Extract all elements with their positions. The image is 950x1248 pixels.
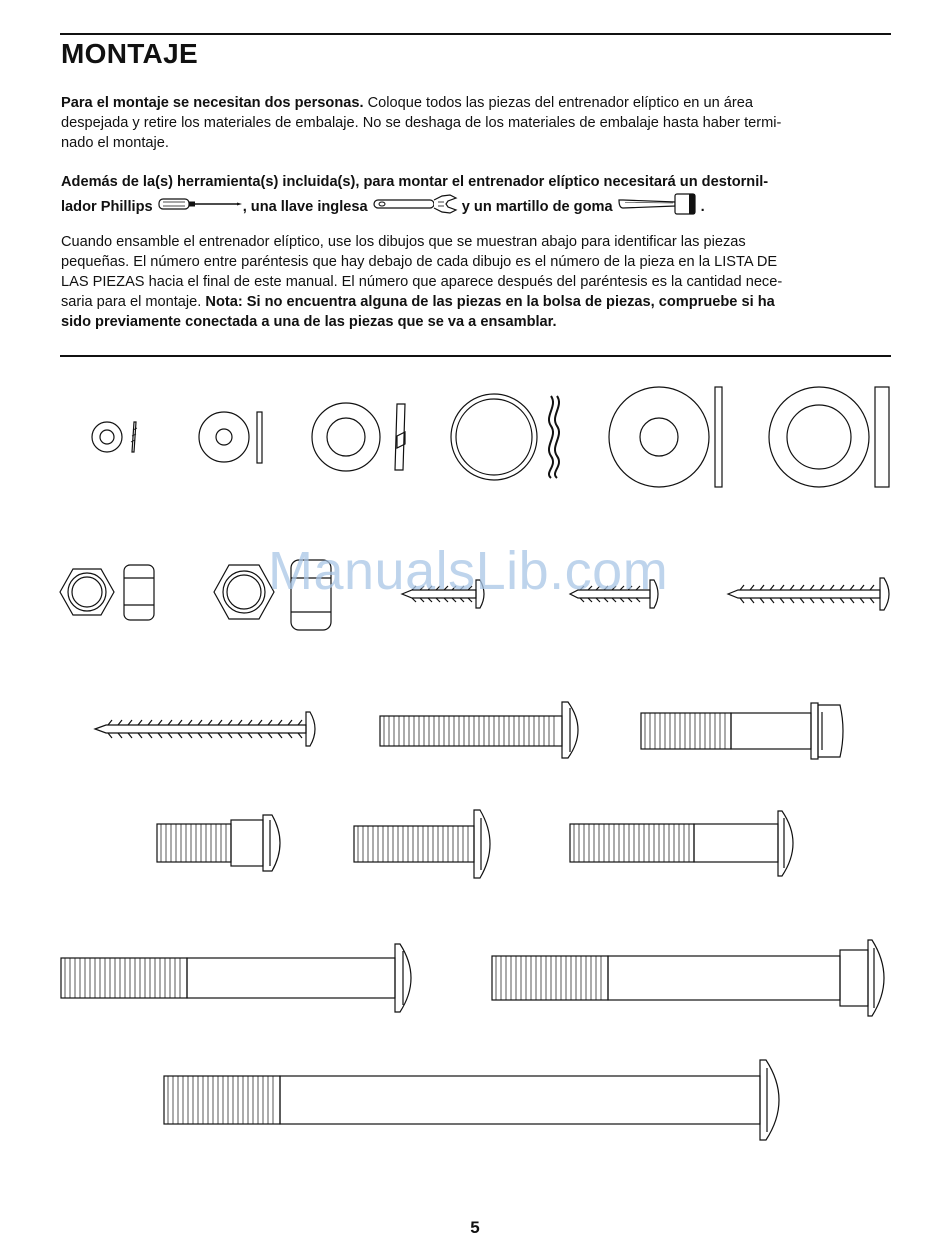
partial-thread-bolt-icon [570,811,793,876]
tools-mallet-label: y un martillo de goma [461,198,613,215]
intro-bold: Para el montaje se necesitan dos personas. [61,95,364,111]
identify-note: Nota: Si no encuentra alguna de las piezas en la bolsa de piezas, compruebe si ha [205,294,775,310]
paragraph-identify [61,232,891,332]
tools-phillips-label: lador Phillips [61,198,153,215]
short-shoulder-bolt-icon [157,815,280,871]
section-rule [60,355,891,357]
screw-xl-icon [95,712,315,746]
intro-line1: Coloque todos las piezas del entrenador elíptico en un área [363,95,753,111]
small-flat-washer-icon [199,412,262,463]
large-lock-washer-icon [312,403,405,471]
intro-line2: despejada y retire los materiales de embalaje. No se deshaga de los materiales de embalaje hasta haber termi- [61,115,782,131]
paragraph-intro [61,93,891,153]
intro-line3: nado el montaje. [61,135,169,151]
shoulder-bolt-icon [641,703,843,759]
page-number: 5 [470,1218,480,1237]
wave-clip-icon [451,394,559,480]
long-bolt-icon [61,944,411,1012]
xl-flat-washer-icon [769,387,889,487]
xl-long-bolt-icon [164,1060,779,1140]
tools-period: . [700,198,705,215]
machine-bolt-icon [380,702,578,758]
button-head-bolt-icon [354,810,490,878]
tools-wrench-label: , una llave inglesa [242,198,368,215]
identify-line4: saria para el montaje. [61,294,206,310]
top-rule [60,33,891,35]
watermark-text: ManualsLib.com [268,541,669,601]
long-shoulder-bolt-icon [492,940,884,1016]
phillips-screwdriver-icon [157,196,243,218]
identify-line3: LAS PIEZAS hacia el final de este manual. El número que aparece después del paréntesis es la cantidad nece- [61,274,783,290]
tools-line1: Además de la(s) herramienta(s) incluida(s), para montar el entrenador elíptico necesitará un destornil- [61,174,769,190]
identify-line1: Cuando ensamble el entrenador elíptico, use los dibujos que se muestran abajo para identificar las piezas [61,234,746,250]
identify-note-line2: sido previamente conectada a una de las piezas que se va a ensamblar. [61,314,557,330]
paragraph-tools [61,172,891,222]
identify-line2: pequeñas. El número entre paréntesis que hay debajo de cada dibujo es el número de la pieza en la LISTA DE [61,254,778,270]
nylon-nut-small-icon [60,565,154,620]
adjustable-wrench-icon [372,193,458,221]
small-lock-washer-icon [92,422,137,452]
screw-long-icon [728,578,889,610]
parts-illustration [0,360,950,1200]
large-flat-washer-icon [609,387,722,487]
page-title: MONTAJE [61,38,198,69]
rubber-mallet-icon [617,192,701,222]
